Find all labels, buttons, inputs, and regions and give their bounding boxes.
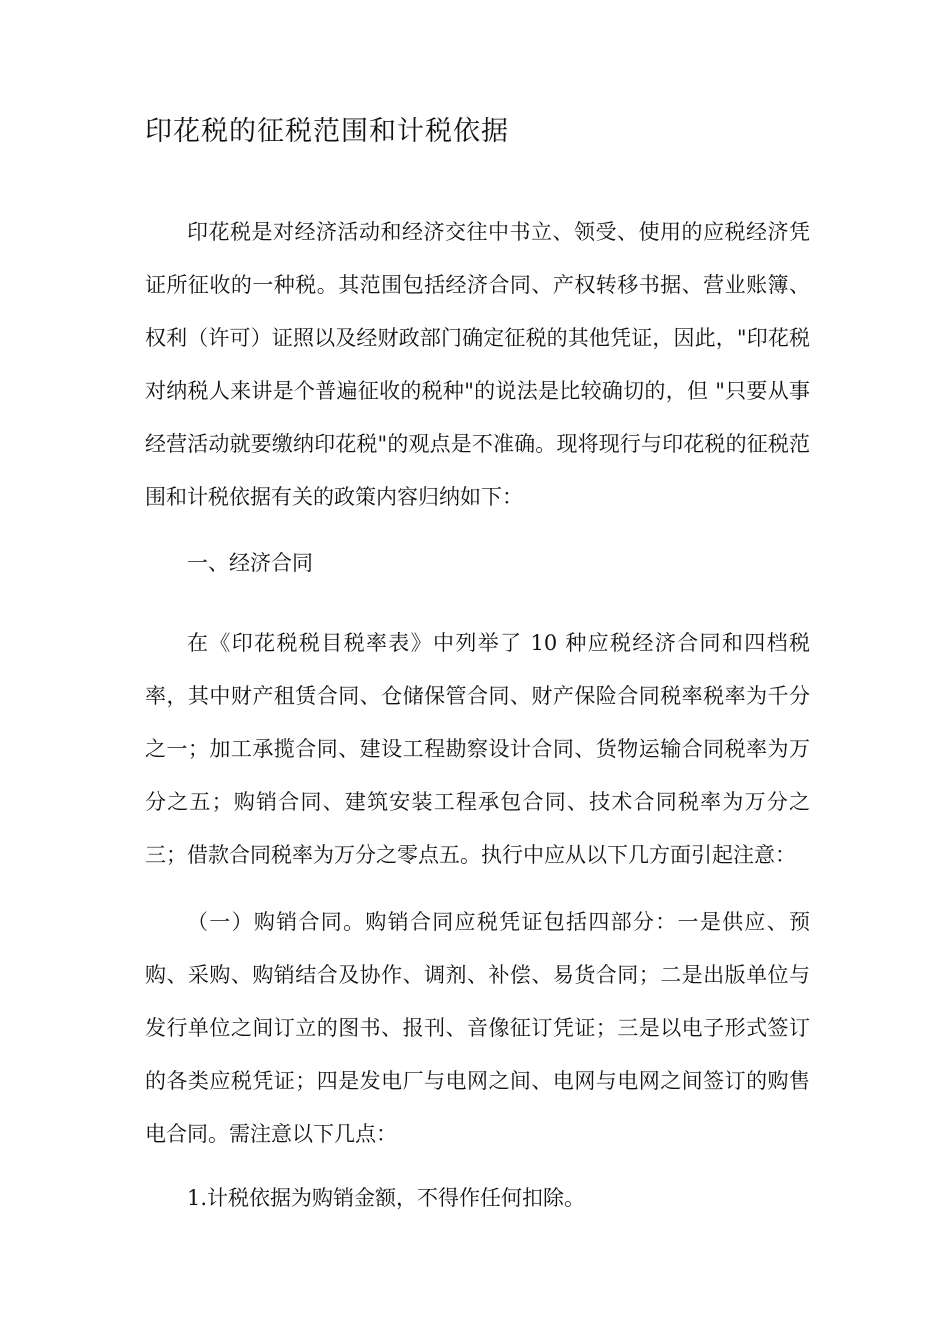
paragraph-point-1: 1.计税依据为购销金额，不得作任何扣除。 <box>187 1186 586 1210</box>
section-heading-economic-contracts: 一、经济合同 <box>187 551 313 575</box>
paragraph-contract-tax-rates: 在《印花税税目税率表》中列举了 10 种应税经济合同和四档税率，其中财产租赁合同、仓储保管合同、财产保险合同税率税率为千分之一；加工承揽合同、建设工程勘察设计合同、货物运输合同税率为万分之五；购销合同、建筑安装工程承包合同、技术合同税率为万分之三；借款合同税率为万分之零点五。执行中应从以下几方面引起注意： <box>145 631 810 867</box>
document-title: 印花税的征税范围和计税依据 <box>145 116 509 147</box>
paragraph-purchase-sale-contracts: （一）购销合同。购销合同应税凭证包括四部分：一是供应、预购、采购、购销结合及协作、调剂、补偿、易货合同；二是出版单位与发行单位之间订立的图书、报刊、音像征订凭证；三是以电子形式签订的各类应税凭证；四是发电厂与电网之间、电网与电网之间签订的购售电合同。需注意以下几点： <box>145 910 810 1146</box>
paragraph-intro: 印花税是对经济活动和经济交往中书立、领受、使用的应税经济凭证所征收的一种税。其范围包括经济合同、产权转移书据、营业账簿、权利（许可）证照以及经财政部门确定征税的其他凭证，因此，"印花税对纳税人来讲是个普遍征收的税种"的说法是比较确切的，但 "只要从事经营活动就要缴纳印花税"的观点是不准确。现将现行与印花税的征税范围和计税依据有关的政策内容归纳如下： <box>145 220 810 509</box>
